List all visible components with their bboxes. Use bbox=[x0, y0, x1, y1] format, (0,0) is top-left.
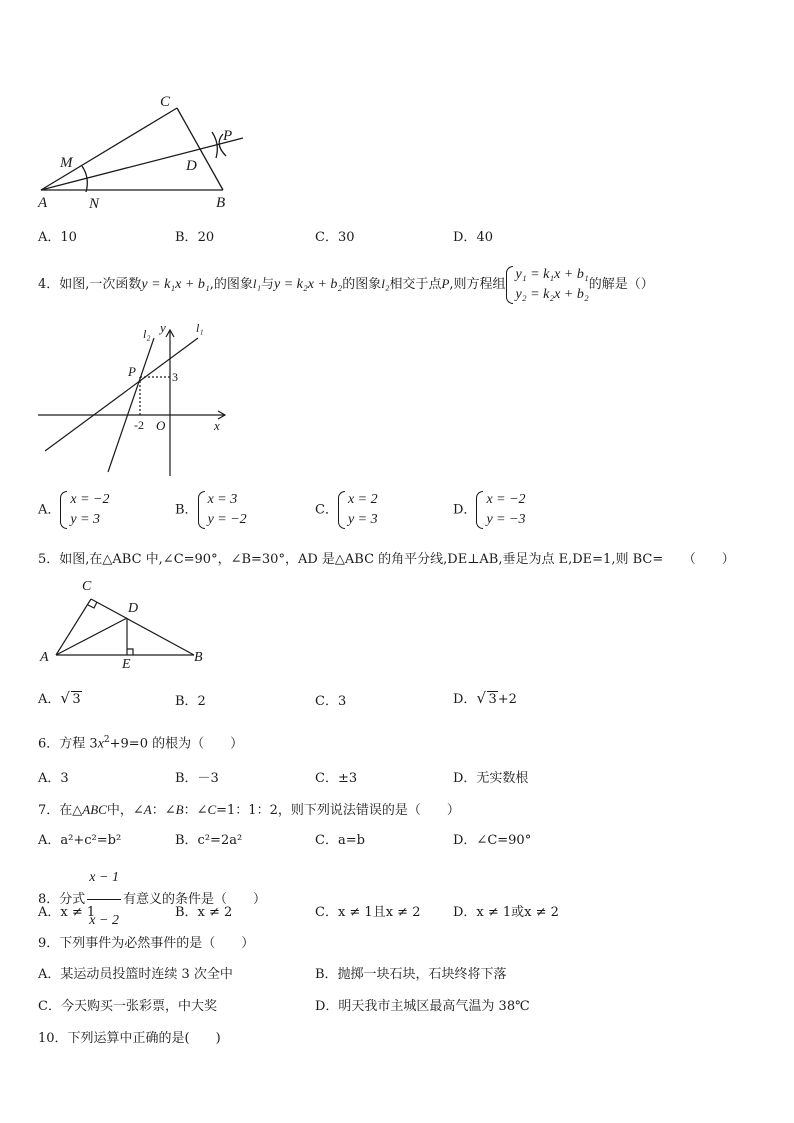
q5-label-a: A bbox=[40, 650, 49, 665]
q9-option-d[interactable]: D．明天我市主城区最高气温为 38℃ bbox=[315, 999, 530, 1014]
q7-angle-b: B bbox=[175, 802, 184, 817]
q8-option-d[interactable]: D．x ≠ 1或x ≠ 2 bbox=[453, 905, 559, 920]
q5-option-c[interactable]: C．3 bbox=[315, 694, 347, 709]
q3-option-c-letter: C． bbox=[315, 230, 338, 245]
q4-stem-part3: 与 bbox=[260, 277, 274, 292]
q3-label-m: M bbox=[60, 155, 73, 171]
q4-option-b-letter: B． bbox=[175, 502, 198, 518]
q3-label-p: P bbox=[223, 128, 233, 144]
q4-stem-part4: 的图象 bbox=[342, 277, 382, 292]
q4-label-l2: l₂ bbox=[143, 327, 151, 341]
q4-option-c-line2: y = 3 bbox=[347, 512, 378, 527]
q4-option-d[interactable] bbox=[453, 490, 526, 530]
q8-numerator: x − 1 bbox=[87, 858, 121, 900]
q4-option-a[interactable] bbox=[38, 490, 110, 530]
q3-option-b-text: 20 bbox=[197, 230, 215, 245]
q8-option-a[interactable]: A．x ≠ 1 bbox=[38, 905, 96, 920]
q5-option-d-letter: D． bbox=[453, 692, 477, 707]
q7-angle-a: A bbox=[143, 802, 152, 817]
q4-line-l2 bbox=[108, 338, 154, 472]
q4-stem-part1: 如图,一次函数 bbox=[59, 277, 142, 292]
q3-figure bbox=[30, 90, 260, 220]
q6-stem-suffix: +9=0 的根为（ ） bbox=[109, 736, 244, 752]
q10-stem: 10．下列运算中正确的是( ) bbox=[38, 1031, 221, 1046]
q5-side-ac bbox=[56, 599, 91, 655]
q8-stem-prefix: 8．分式 bbox=[38, 892, 86, 907]
q8-fraction bbox=[87, 858, 121, 941]
q3-option-b[interactable] bbox=[175, 231, 214, 244]
q5-option-d-sqrt bbox=[476, 693, 497, 706]
q9-option-a[interactable]: A．某运动员投篮时连续 3 次全中 bbox=[38, 967, 233, 982]
q4-equation-system bbox=[506, 265, 589, 305]
q9-option-b[interactable]: B．抛掷一块石块，石块终将下落 bbox=[315, 967, 507, 982]
q4-eq2: y = k₂x + b₂ bbox=[274, 277, 343, 292]
q3-option-c-text: 30 bbox=[337, 230, 355, 245]
q5-label-b: B bbox=[194, 650, 203, 665]
q5-option-d-suffix: +2 bbox=[497, 692, 517, 707]
q4-option-b[interactable] bbox=[175, 490, 247, 530]
q8-option-c[interactable]: C．x ≠ 1且x ≠ 2 bbox=[315, 905, 421, 920]
q7-stem bbox=[38, 803, 460, 817]
q4-option-a-letter: A． bbox=[38, 502, 61, 518]
q6-option-c[interactable]: C．±3 bbox=[315, 771, 358, 786]
q4-label-y: y bbox=[160, 320, 166, 335]
q4-figure bbox=[30, 318, 240, 483]
q4-stem-part7: 的解是（） bbox=[588, 277, 654, 292]
q4-sys-line2: y₂ = k₂x + b₂ bbox=[515, 286, 589, 302]
q3-option-d-letter: D． bbox=[453, 230, 477, 245]
q9-option-c[interactable]: C．今天购买一张彩票，中大奖 bbox=[38, 999, 217, 1014]
q4-sys-line1: y₁ = k₁x + b₁ bbox=[515, 266, 589, 282]
q4-stem-part5: 相交于点 bbox=[389, 277, 442, 292]
q5-option-a[interactable] bbox=[38, 693, 82, 706]
q7-stem-suffix: =1：1：2，则下列说法错误的是（ ） bbox=[216, 803, 460, 818]
q7-option-d[interactable]: D．∠C=90° bbox=[453, 833, 532, 848]
q5-stem: 5．如图,在△ABC 中,∠C=90°，∠B=30°，AD 是△ABC 的角平分线,DE⊥AB,垂足为点 E,DE=1,则 BC= （ ） bbox=[38, 552, 735, 567]
q4-l2: l₂ bbox=[381, 276, 390, 291]
q5-option-a-letter: A． bbox=[38, 692, 61, 707]
q5-label-d: D bbox=[128, 601, 139, 616]
q7-stem-mid: 中，∠ bbox=[106, 803, 144, 818]
q4-option-d-line2: y = −3 bbox=[486, 512, 526, 527]
q5-label-c: C bbox=[82, 579, 92, 594]
q4-option-c[interactable] bbox=[315, 490, 378, 530]
q3-label-n: N bbox=[89, 196, 100, 212]
q4-l1: l₁ bbox=[252, 276, 261, 291]
q4-option-b-system bbox=[198, 490, 247, 530]
q8-stem-suffix: 有意义的条件是（ ） bbox=[122, 892, 266, 907]
q6-option-b[interactable]: B．－3 bbox=[175, 771, 219, 786]
q5-figure bbox=[36, 575, 216, 670]
q4-option-a-system bbox=[60, 490, 109, 530]
q4-option-c-system bbox=[338, 490, 378, 530]
q7-sep1: ：∠ bbox=[151, 803, 176, 818]
q8-stem bbox=[38, 858, 266, 941]
q3-label-c: C bbox=[160, 94, 171, 110]
q5-option-a-radicand: 3 bbox=[72, 692, 81, 707]
q5-option-d-radicand: 3 bbox=[488, 692, 497, 707]
q4-option-c-line1: x = 2 bbox=[347, 492, 378, 507]
q7-stem-prefix: 7．在△ bbox=[38, 803, 83, 818]
q6-stem bbox=[38, 736, 243, 751]
q7-triangle: ABC bbox=[82, 802, 107, 817]
q7-sep2: ：∠ bbox=[183, 803, 208, 818]
q4-label-x: x bbox=[214, 418, 220, 433]
q3-label-a: A bbox=[38, 195, 48, 211]
q3-option-a-text: 10 bbox=[60, 230, 77, 245]
q4-option-c-letter: C． bbox=[315, 502, 338, 518]
q3-side-ac bbox=[41, 108, 177, 190]
q4-label-neg2: -2 bbox=[134, 418, 144, 432]
q6-option-d[interactable]: D．无实数根 bbox=[453, 771, 529, 786]
q4-option-d-line1: x = −2 bbox=[486, 492, 526, 507]
q9-stem: 9．下列事件为必然事件的是（ ） bbox=[38, 936, 255, 951]
q4-option-a-line1: x = −2 bbox=[70, 492, 110, 507]
q7-option-a[interactable]: A．a²+c²=b² bbox=[38, 833, 122, 848]
q5-option-a-sqrt bbox=[60, 693, 81, 706]
q7-option-c[interactable]: C．a=b bbox=[315, 833, 365, 848]
q3-option-a-letter: A． bbox=[38, 230, 61, 245]
q8-option-b[interactable]: B．x ≠ 2 bbox=[175, 905, 233, 920]
q5-right-angle-c bbox=[88, 602, 97, 608]
q4-option-d-letter: D． bbox=[453, 502, 477, 518]
q6-option-a[interactable]: A．3 bbox=[38, 771, 69, 786]
q4-option-a-line2: y = 3 bbox=[70, 512, 101, 527]
q4-label-p: P bbox=[128, 364, 136, 379]
q7-option-b[interactable]: B．c²=2a² bbox=[175, 833, 243, 848]
q5-label-e: E bbox=[122, 657, 131, 670]
q4-option-b-line2: y = −2 bbox=[207, 512, 247, 527]
q3-option-a[interactable] bbox=[38, 231, 77, 244]
q5-option-b[interactable]: B．2 bbox=[175, 694, 206, 709]
q4-number: 4． bbox=[38, 277, 60, 292]
q3-option-d[interactable] bbox=[453, 231, 493, 244]
q5-right-angle-e bbox=[127, 649, 133, 655]
q4-label-l1: l₁ bbox=[196, 321, 204, 335]
q3-label-d: D bbox=[186, 158, 197, 174]
q3-option-b-letter: B． bbox=[175, 230, 198, 245]
q3-option-d-text: 40 bbox=[476, 230, 493, 245]
q4-option-b-line1: x = 3 bbox=[207, 492, 238, 507]
q4-stem bbox=[38, 263, 654, 306]
q4-option-d-system bbox=[476, 490, 525, 530]
q5-bisector-ad bbox=[56, 618, 127, 655]
q4-eq1: y = k₁x + b₁ bbox=[141, 277, 210, 292]
q5-option-d[interactable] bbox=[453, 693, 517, 706]
q6-var: x bbox=[97, 736, 104, 752]
q4-stem-part2: ,的图象 bbox=[209, 277, 253, 292]
q8-denominator: x − 2 bbox=[89, 913, 119, 928]
q4-label-3: 3 bbox=[172, 370, 178, 384]
q5-side-cb bbox=[91, 599, 194, 655]
q6-exp: 2 bbox=[103, 735, 110, 745]
q4-point: P bbox=[441, 276, 450, 291]
q3-option-c[interactable] bbox=[315, 231, 355, 244]
q4-stem-part6: ,则方程组 bbox=[449, 277, 506, 292]
q7-angle-c: C bbox=[207, 802, 217, 817]
q3-label-b: B bbox=[216, 195, 226, 211]
q6-stem-prefix: 6．方程 3 bbox=[38, 736, 98, 752]
q4-label-o: O bbox=[156, 418, 166, 433]
